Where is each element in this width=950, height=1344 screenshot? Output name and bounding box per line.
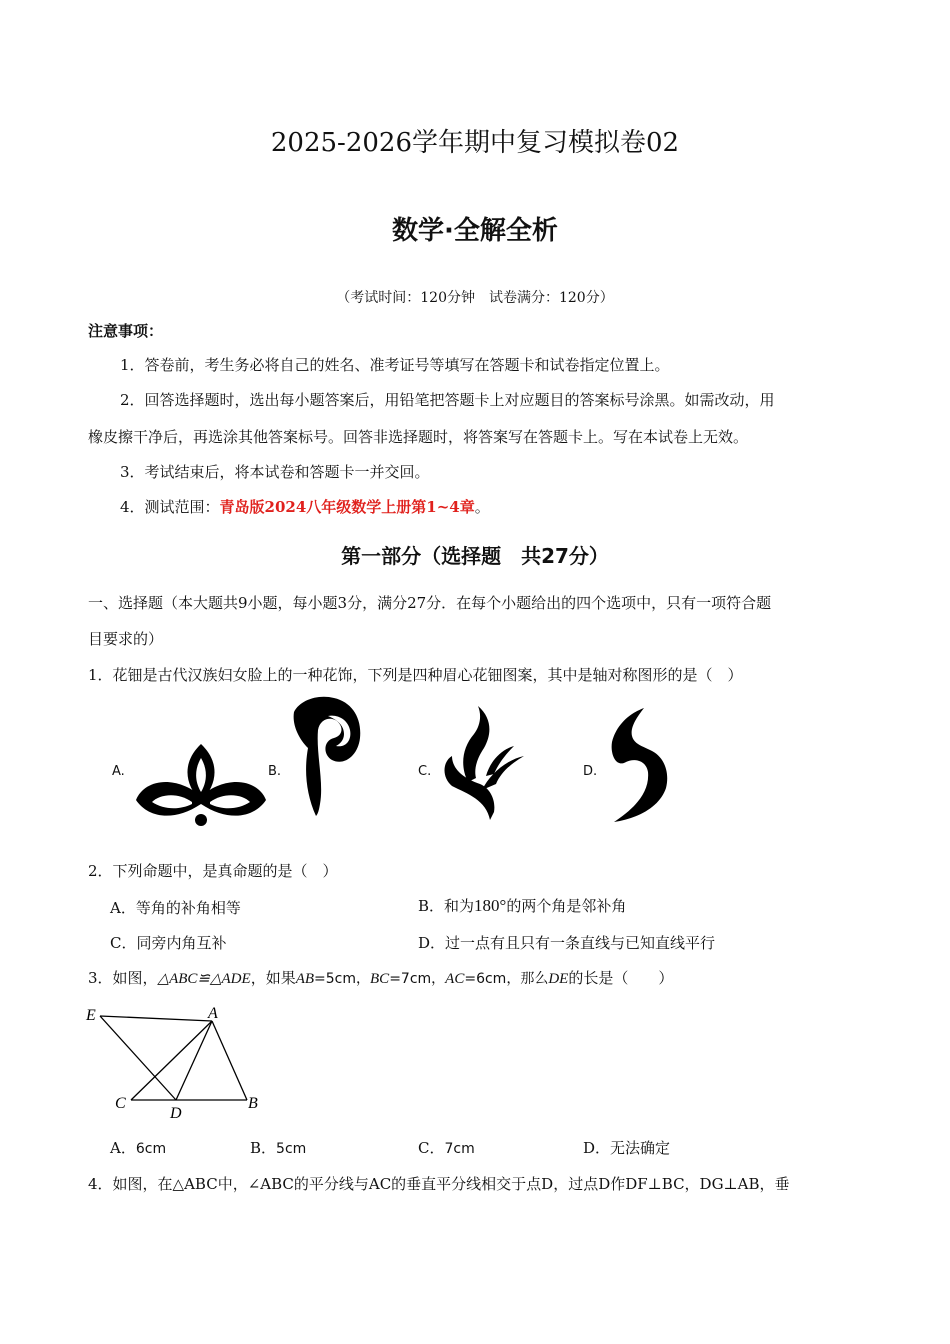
q3-stem-pre: 3．如图， bbox=[88, 969, 158, 987]
q3-label-e: E bbox=[86, 1007, 96, 1024]
q3-triangle-figure bbox=[84, 1002, 270, 1122]
q3-bc: BC bbox=[370, 971, 390, 987]
notes-item-2-line-2: 橡皮擦干净后，再选涂其他答案标号。回答非选择题时，将答案写在答题卡上。写在本试卷上无效。 bbox=[88, 428, 749, 446]
part1-instruction-line-1: 一、选择题（本大题共9小题，每小题3分，满分27分．在每个小题给出的四个选项中，只有一项符合题 bbox=[88, 594, 772, 612]
q1-option-a-flower-image bbox=[134, 740, 268, 828]
q2-option-a: A．等角的补角相等 bbox=[110, 899, 241, 917]
q2-stem: 2．下列命题中，是真命题的是（ ） bbox=[88, 862, 338, 880]
part1-heading: 第一部分（选择题 共27分） bbox=[341, 544, 609, 568]
q2-option-d: D．过一点有且只有一条直线与已知直线平行 bbox=[418, 934, 716, 952]
part1-instruction-line-2: 目要求的） bbox=[88, 630, 164, 648]
q3-bc-value: =7cm， bbox=[389, 971, 446, 987]
q3-option-a-label: A． bbox=[110, 1139, 136, 1157]
q3-label-b: B bbox=[248, 1095, 258, 1112]
notes-item-3: 3．考试结束后，将本试卷和答题卡一并交回。 bbox=[120, 463, 430, 481]
q3-ab-value: =5cm， bbox=[314, 971, 371, 987]
notes-item-4 bbox=[120, 496, 490, 518]
q3-de: DE bbox=[548, 971, 569, 987]
q3-ac-value: =6cm，那么 bbox=[464, 971, 549, 987]
q1-option-b-label: B. bbox=[268, 764, 282, 779]
page-subtitle: 数学·全解全析 bbox=[392, 216, 558, 246]
q2-option-b-post: 的两个角是邻补角 bbox=[506, 897, 627, 915]
notes-item-2-line-1: 2．回答选择题时，选出每小题答案后，用铅笔把答题卡上对应题目的答案标号涂黑。如需改动，用 bbox=[120, 391, 775, 409]
q1-option-d-label: D. bbox=[583, 764, 598, 779]
q3-option-b bbox=[250, 1137, 306, 1158]
page-title: 2025-2026学年期中复习模拟卷02 bbox=[270, 128, 680, 158]
q3-label-a: A bbox=[208, 1005, 218, 1022]
q4-stem: 4．如图，在△ABC中，∠ABC的平分线与AC的垂直平分线相交于点D，过点D作DF⊥BC，DG⊥AB，垂 bbox=[88, 1175, 790, 1193]
q3-congruence: △ABC≌△ADE bbox=[157, 971, 251, 987]
q1-option-c-image bbox=[440, 704, 528, 822]
q1-option-d-image bbox=[610, 706, 670, 824]
notes-item-4-suffix: 。 bbox=[474, 498, 490, 516]
q3-option-a bbox=[110, 1137, 166, 1158]
q2-option-b-pre: B．和为 bbox=[418, 897, 475, 915]
q3-option-c bbox=[418, 1137, 475, 1158]
q3-option-b-label: B． bbox=[250, 1139, 277, 1157]
q3-option-a-value: 6cm bbox=[135, 1141, 167, 1157]
test-range: 青岛版2024八年级数学上册第1~4章 bbox=[219, 498, 475, 516]
notes-item-1: 1．答卷前，考生务必将自己的姓名、准考证号等填写在答题卡和试卷指定位置上。 bbox=[120, 356, 670, 374]
notes-item-4-prefix: 4．测试范围： bbox=[120, 498, 220, 516]
q3-label-c: C bbox=[115, 1095, 126, 1112]
q3-stem bbox=[88, 967, 673, 990]
q1-option-b-image bbox=[288, 694, 364, 820]
q3-stem-mid: ，如果 bbox=[250, 969, 296, 987]
q3-label-d: D bbox=[170, 1105, 182, 1122]
q3-option-d: D．无法确定 bbox=[583, 1139, 671, 1157]
q2-option-c: C．同旁内角互补 bbox=[110, 934, 227, 952]
notes-heading: 注意事项： bbox=[88, 322, 164, 340]
q2-option-b-math: 180° bbox=[474, 896, 507, 915]
q3-option-c-value: 7cm bbox=[444, 1141, 475, 1157]
q1-stem: 1．花钿是古代汉族妇女脸上的一种花饰，下列是四种眉心花钿图案，其中是轴对称图形的是（ ） bbox=[88, 666, 743, 684]
q3-ac: AC bbox=[445, 971, 465, 987]
exam-info: （考试时间：120分钟 试卷满分：120分） bbox=[336, 290, 614, 306]
q3-option-c-label: C． bbox=[418, 1139, 445, 1157]
q3-option-b-value: 5cm bbox=[276, 1141, 307, 1157]
q1-option-c-label: C. bbox=[418, 764, 432, 779]
q1-option-a-label: A. bbox=[112, 764, 125, 779]
q3-ab: AB bbox=[295, 971, 315, 987]
q2-option-b bbox=[418, 895, 626, 916]
q3-stem-end: 的长是（ ） bbox=[568, 969, 674, 987]
